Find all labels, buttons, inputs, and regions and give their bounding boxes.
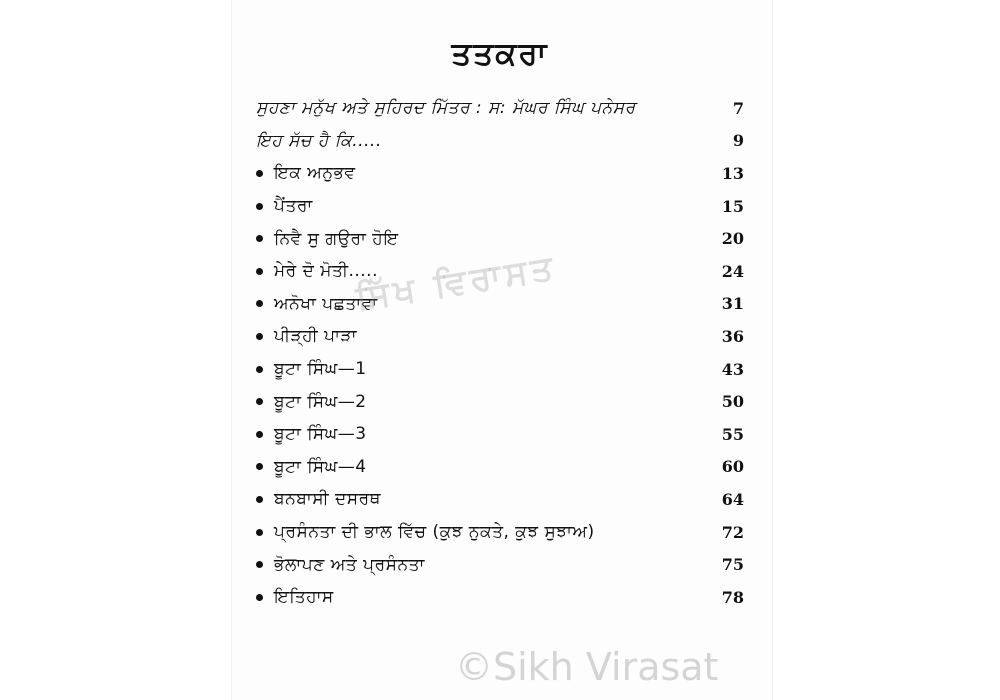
toc-entry-title: ਬੂਟਾ ਸਿੰਘ—3: [274, 424, 367, 445]
toc-page-number: 15: [721, 196, 744, 216]
toc-page-number: 31: [721, 294, 744, 314]
bullet-icon: [256, 203, 263, 210]
toc-entry-title: ਅਨੋਖਾ ਪਛਤਾਵਾ: [274, 293, 378, 314]
toc-entry-title: ਭੋਲਾਪਣ ਅਤੇ ਪ੍ਰਸੰਨਤਾ: [274, 554, 425, 575]
toc-page-number: 60: [721, 457, 744, 477]
toc-page-number: 43: [721, 359, 744, 379]
bullet-icon: [256, 235, 263, 242]
bullet-icon: [256, 268, 263, 275]
toc-entry-title: ਮੇਰੇ ਦੋ ਮੋਤੀ.....: [274, 261, 378, 282]
bullet-icon: [256, 561, 263, 568]
toc-entry: [250, 483, 750, 516]
page-title: ਤਤਕਰਾ: [451, 36, 549, 72]
toc-entry: [250, 516, 750, 549]
bullet-icon: [256, 333, 263, 340]
toc-entry-title: ਬਨਬਾਸੀ ਦਸਰਥ: [274, 489, 381, 510]
watermark-copyright: ©Sikh Virasat: [455, 645, 719, 689]
toc-entry: [250, 157, 750, 190]
toc-page-number: 24: [721, 261, 744, 281]
toc-entry: [250, 581, 750, 614]
toc-entry: [250, 548, 750, 581]
toc-page-number: 78: [721, 587, 744, 607]
toc-entry: [250, 418, 750, 451]
toc-page-number: 75: [721, 555, 744, 575]
toc-entry: [250, 190, 750, 223]
toc-entry: [250, 125, 750, 158]
toc-page-number: 9: [732, 131, 744, 151]
toc-entry-title: ਇਹ ਸੱਚ ਹੈ ਕਿ.....: [256, 130, 382, 151]
toc-page-number: 20: [721, 229, 744, 249]
toc-entry: [250, 385, 750, 418]
toc-entry-title: ਪੈਂਤਰਾ: [274, 196, 313, 217]
bullet-icon: [256, 300, 263, 307]
bullet-icon: [256, 398, 263, 405]
toc-entry: [250, 353, 750, 386]
toc-entry-title: ਪੀੜ੍ਹੀ ਪਾੜਾ: [274, 326, 357, 347]
bullet-icon: [256, 366, 263, 373]
toc-page-number: 50: [721, 392, 744, 412]
toc-entry-title: ਬੂਟਾ ਸਿੰਘ—1: [274, 359, 367, 380]
bullet-icon: [256, 463, 263, 470]
bullet-icon: [256, 170, 263, 177]
watermark-logo-text: ਸਿੱਖ ਵਿਰਾਸਤ: [353, 247, 560, 319]
toc-entry: [250, 320, 750, 353]
toc-entry-title: ਇਕ ਅਨੁਭਵ: [274, 163, 356, 184]
table-of-contents: [250, 92, 750, 614]
toc-entry-title: ਪ੍ਰਸੰਨਤਾ ਦੀ ਭਾਲ ਵਿੱਚ (ਕੁਝ ਨੁਕਤੇ, ਕੁਝ ਸੁਝਾਅ): [274, 522, 595, 543]
toc-entry-title: ਬੂਟਾ ਸਿੰਘ—4: [274, 456, 367, 477]
bullet-icon: [256, 594, 263, 601]
toc-entry: [250, 92, 750, 125]
toc-page-number: 36: [721, 326, 744, 346]
toc-entry-title: ਬੂਟਾ ਸਿੰਘ—2: [274, 391, 367, 412]
toc-page-number: 72: [721, 522, 744, 542]
toc-entry: [250, 222, 750, 255]
toc-entry: [250, 451, 750, 484]
toc-page-number: 64: [721, 489, 744, 509]
toc-page-number: 13: [721, 163, 744, 183]
bullet-icon: [256, 529, 263, 536]
toc-page-number: 7: [732, 98, 744, 118]
toc-entry-title: ਸੁਹਣਾ ਮਨੁੱਖ ਅਤੇ ਸੁਹਿਰਦ ਮਿੱਤਰ : ਸ: ਮੱਘਰ ਸਿੰਘ ਪਨੇਸਰ: [256, 98, 636, 119]
bullet-icon: [256, 496, 263, 503]
bullet-icon: [256, 431, 263, 438]
toc-entry-title: ਇਤਿਹਾਸ: [274, 587, 334, 608]
toc-page-number: 55: [721, 424, 744, 444]
toc-entry-title: ਨਿਵੈ ਸੁ ਗਉਰਾ ਹੋਇ: [274, 228, 399, 249]
